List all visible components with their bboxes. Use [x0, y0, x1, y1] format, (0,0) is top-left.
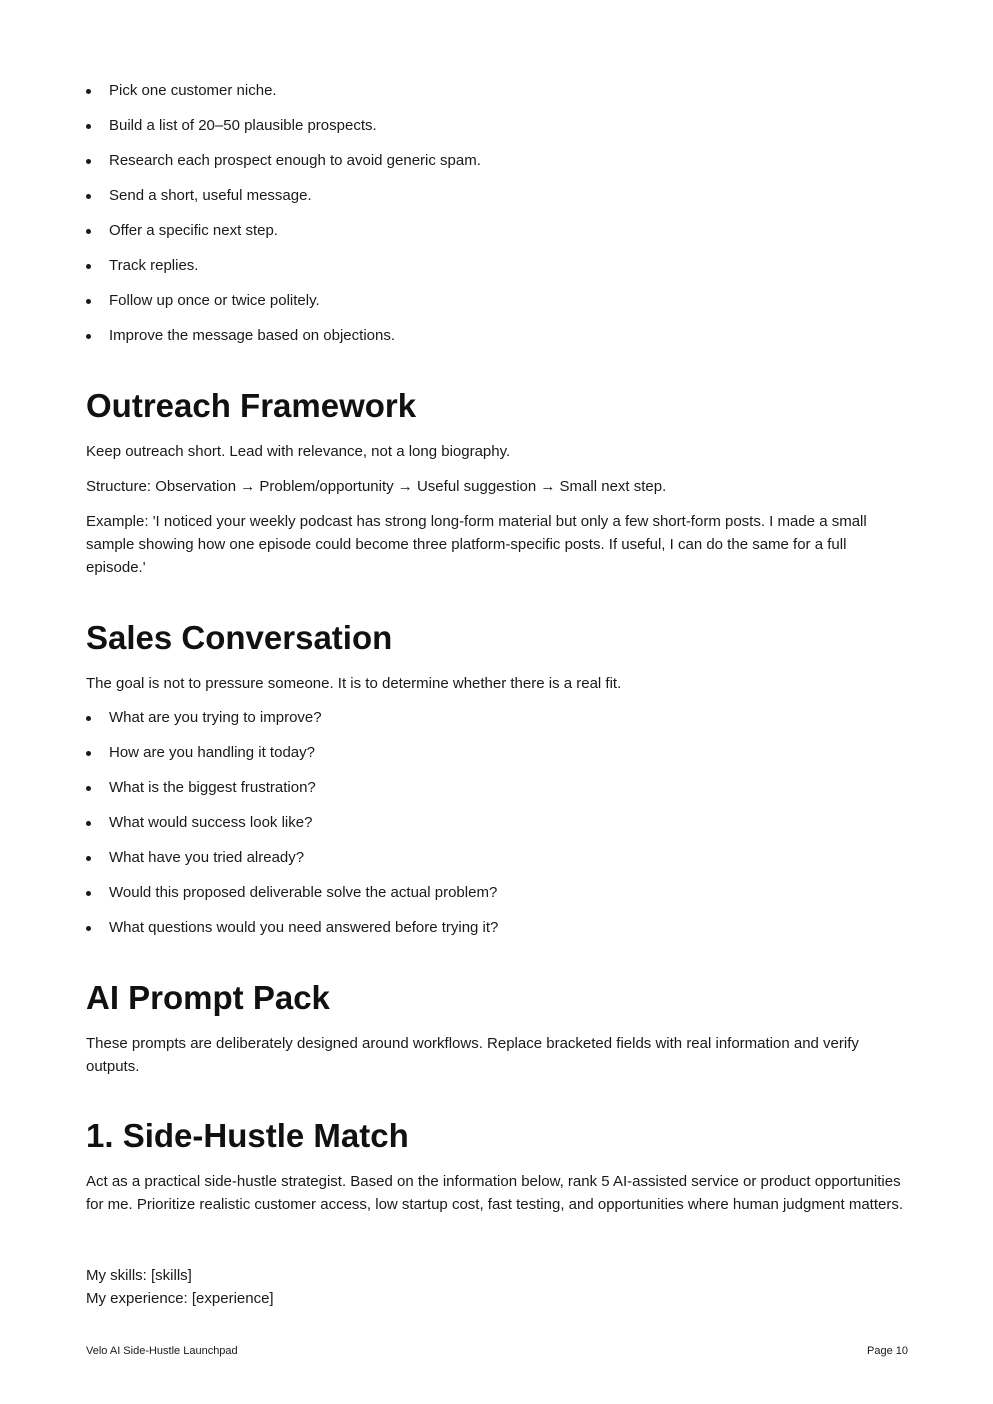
bullet-icon	[86, 786, 91, 791]
list-item: Improve the message based on objections.	[86, 326, 908, 346]
bullet-icon	[86, 891, 91, 896]
bullet-icon	[86, 926, 91, 931]
bullet-icon	[86, 334, 91, 339]
bullet-icon	[86, 716, 91, 721]
list-item: Follow up once or twice politely.	[86, 291, 908, 311]
list-item: What is the biggest frustration?	[86, 778, 908, 798]
list-item: How are you handling it today?	[86, 743, 908, 763]
experience-line: My experience: [experience]	[86, 1290, 274, 1307]
list-item: What have you tried already?	[86, 848, 908, 868]
bullet-icon	[86, 821, 91, 826]
skills-line: My skills: [skills]	[86, 1267, 192, 1284]
side-hustle-body: Act as a practical side-hustle strategist. Based on the information below, rank 5 AI-assisted service or product opportunities for me. Prioritize realistic customer access, low startup cost, fast testing, and opportunities where human judgment matters.	[86, 1173, 904, 1213]
prompt-pack-intro: These prompts are deliberately designed around workflows. Replace bracketed fields with real information and verify outputs.	[86, 1035, 859, 1075]
bullet-icon	[86, 264, 91, 269]
list-item: Offer a specific next step.	[86, 221, 908, 241]
list-item: Send a short, useful message.	[86, 186, 908, 206]
list-item: Track replies.	[86, 256, 908, 276]
outreach-heading: Outreach Framework	[86, 387, 417, 424]
process-list	[86, 81, 908, 361]
bullet-icon	[86, 159, 91, 164]
list-item: What would success look like?	[86, 813, 908, 833]
bullet-icon	[86, 856, 91, 861]
outreach-paragraph-1: Keep outreach short. Lead with relevance, not a long biography.	[86, 443, 511, 460]
list-item: Build a list of 20–50 plausible prospects.	[86, 116, 908, 136]
list-item: Research each prospect enough to avoid generic spam.	[86, 151, 908, 171]
footer-document-title: Velo AI Side-Hustle Launchpad	[86, 1345, 238, 1357]
list-item: Pick one customer niche.	[86, 81, 908, 101]
sales-questions-list	[86, 708, 908, 953]
bullet-icon	[86, 299, 91, 304]
outreach-paragraph-2: Structure: Observation → Problem/opportunity → Useful suggestion → Small next step.	[86, 478, 667, 495]
list-item: What questions would you need answered before trying it?	[86, 918, 908, 938]
list-item: Would this proposed deliverable solve the actual problem?	[86, 883, 908, 903]
bullet-icon	[86, 751, 91, 756]
footer-page-number: Page 10	[867, 1345, 908, 1357]
sales-heading: Sales Conversation	[86, 619, 393, 656]
side-hustle-heading: 1. Side-Hustle Match	[86, 1117, 409, 1154]
bullet-icon	[86, 89, 91, 94]
bullet-icon	[86, 124, 91, 129]
list-item: What are you trying to improve?	[86, 708, 908, 728]
bullet-icon	[86, 194, 91, 199]
bullet-icon	[86, 229, 91, 234]
sales-intro: The goal is not to pressure someone. It is to determine whether there is a real fit.	[86, 675, 622, 692]
outreach-example: Example: 'I noticed your weekly podcast has strong long-form material but only a few short-form posts. I made a small sample showing how one episode could become three platform-specific posts. If useful, I can do the same for a full episode.'	[86, 513, 867, 576]
prompt-pack-heading: AI Prompt Pack	[86, 979, 330, 1016]
